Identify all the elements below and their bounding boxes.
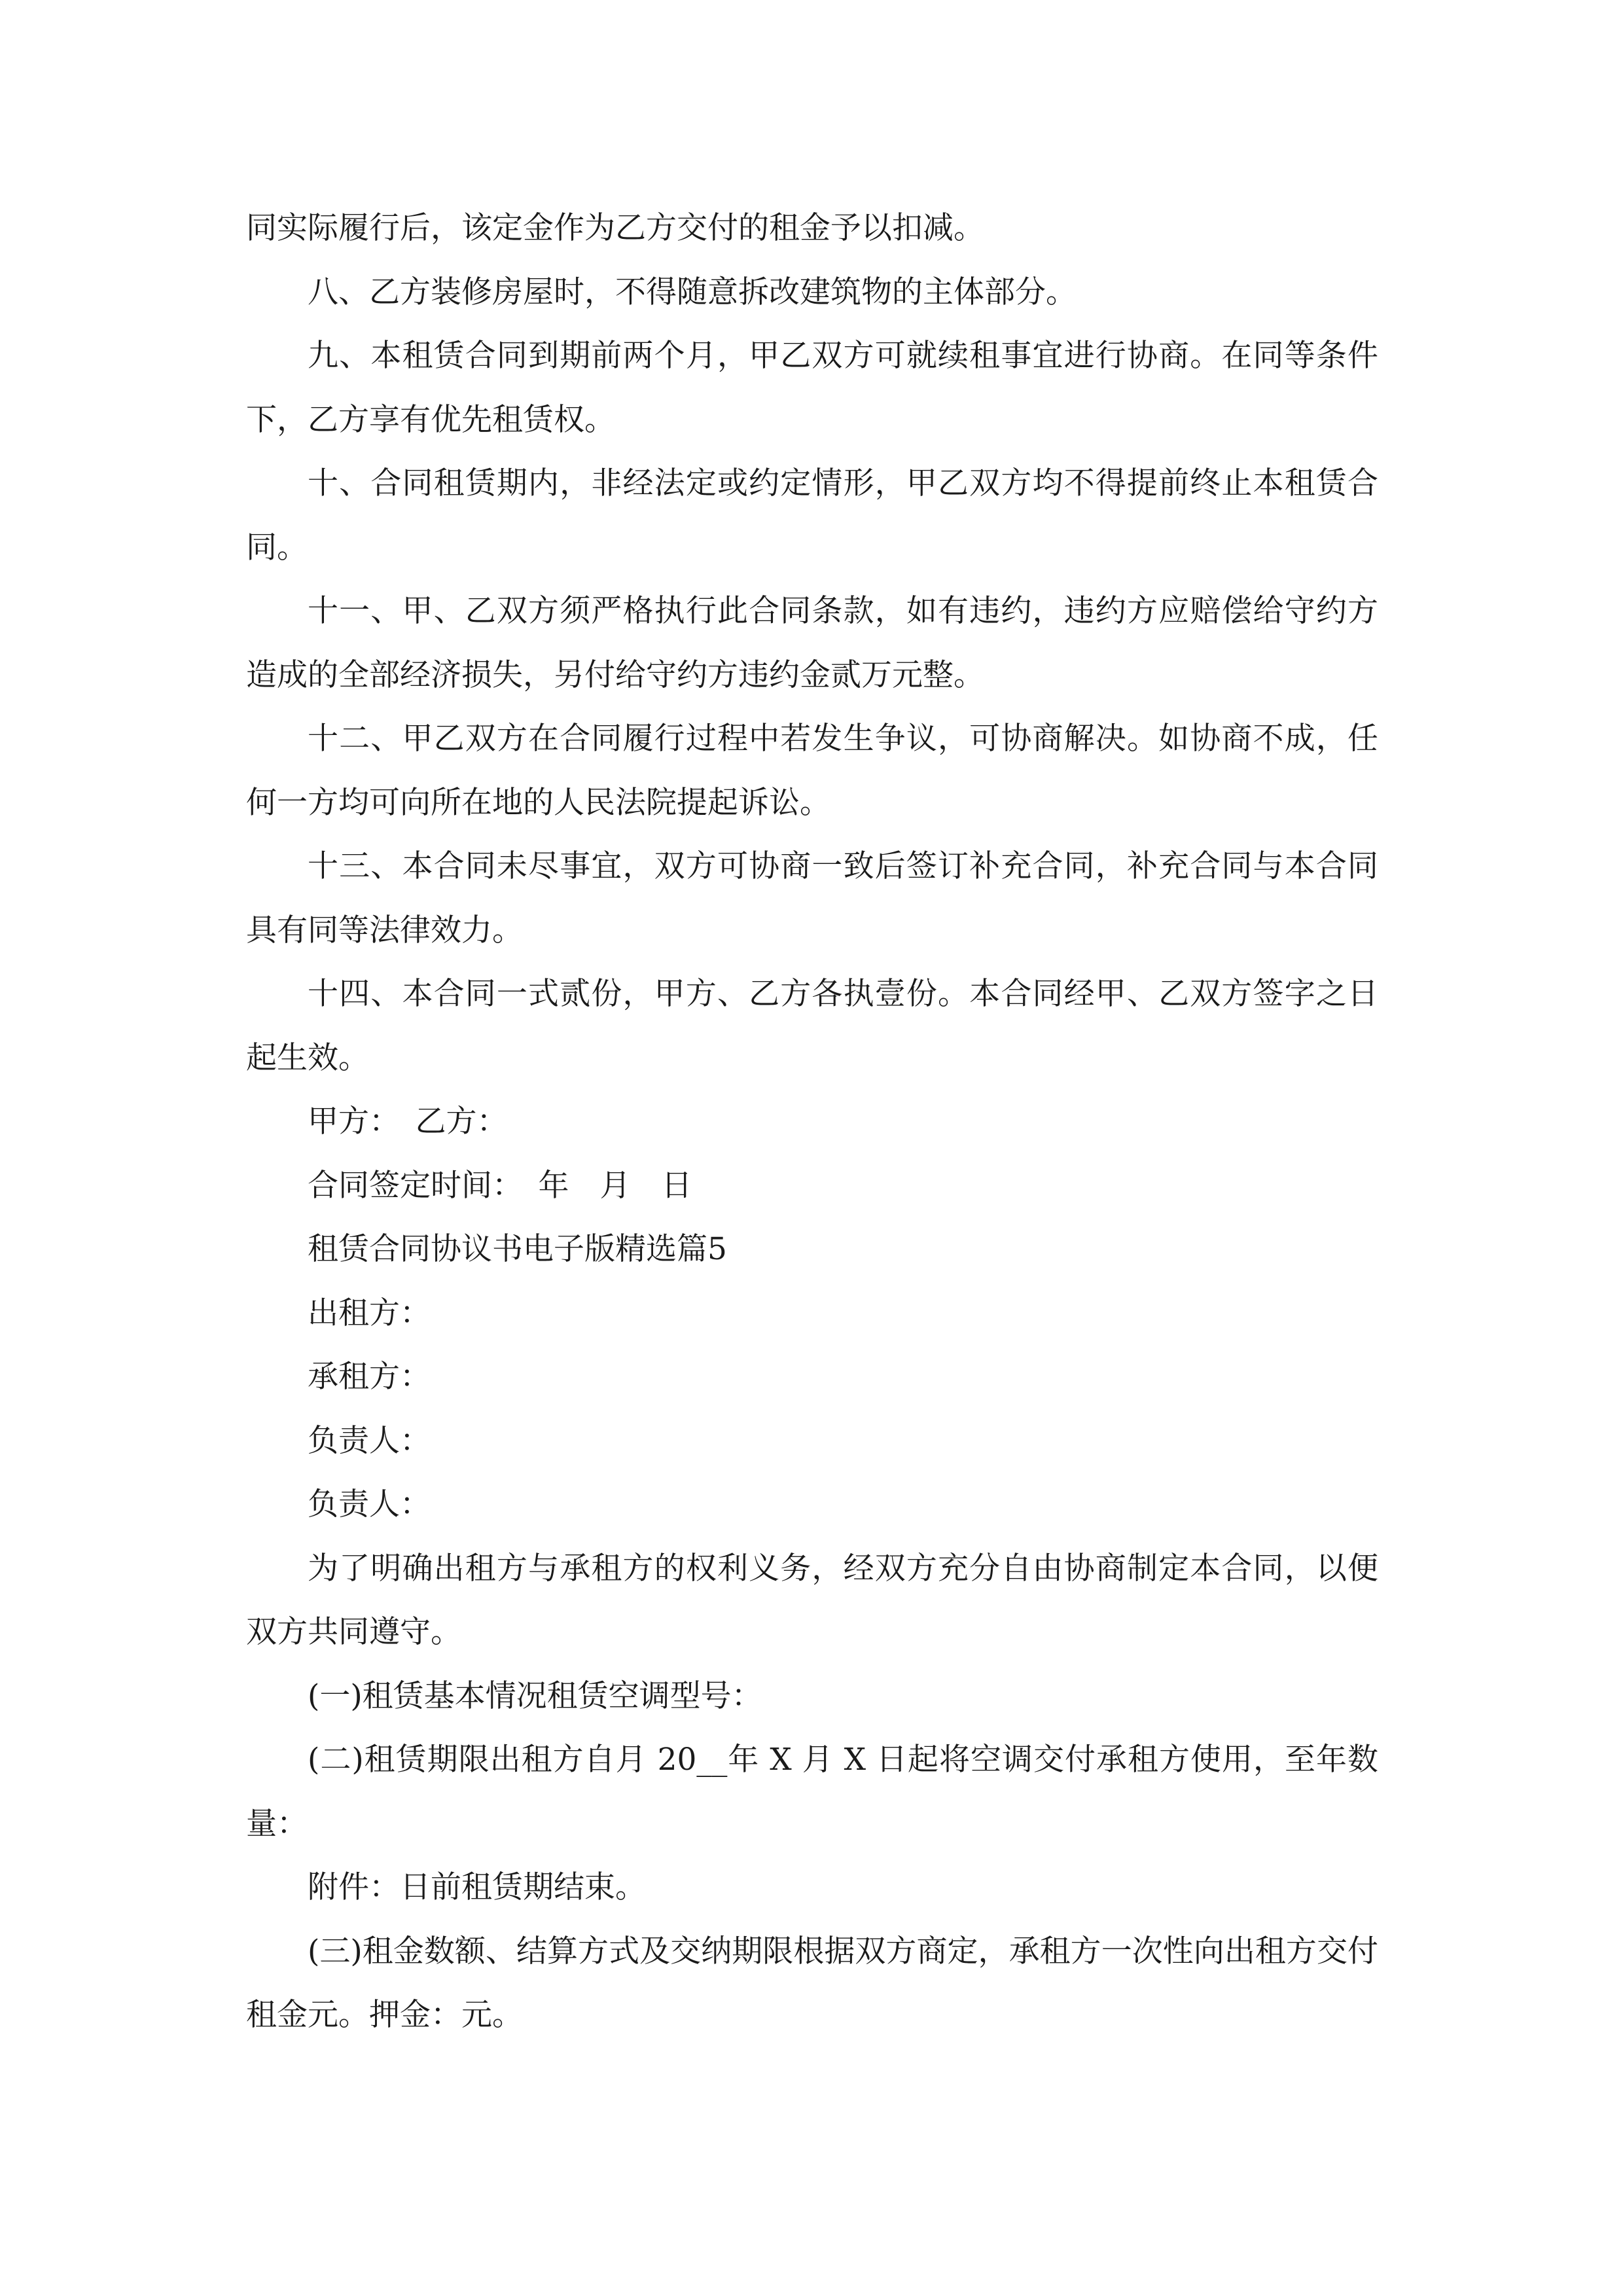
section-title: 租赁合同协议书电子版精选篇5	[308, 1231, 727, 1267]
paragraph-preamble: 为了明确出租方与承租方的权利义务，经双方充分自由协商制定本合同，以便双方共同遵守。	[246, 1550, 1378, 1650]
paragraph-clause-10: 十、合同租赁期内，非经法定或约定情形，甲乙双方均不得提前终止本租赁合同。	[246, 465, 1378, 565]
field-responsible-2: 负责人：	[308, 1486, 431, 1522]
paragraph-item-3: (三)租金数额、结算方式及交纳期限根据双方商定，承租方一次性向出租方交付租金元。押金：元。	[246, 1933, 1378, 2033]
paragraph-clause-8: 八、乙方装修房屋时，不得随意拆改建筑物的主体部分。	[308, 274, 1077, 310]
document-body	[246, 196, 1378, 2047]
paragraph-item-2: (二)租赁期限出租方自月 20__年 X 月 X 日起将空调交付承租方使用，至年数量：	[246, 1742, 1378, 1842]
field-lessor: 出租方：	[308, 1295, 431, 1331]
paragraph-clause-11: 十一、甲、乙双方须严格执行此合同条款，如有违约，违约方应赔偿给守约方造成的全部经济损失，另付给守约方违约金贰万元整。	[246, 593, 1378, 693]
paragraph-continuation: 同实际履行后，该定金作为乙方交付的租金予以扣减。	[246, 210, 984, 246]
paragraph-clause-9: 九、本租赁合同到期前两个月，甲乙双方可就续租事宜进行协商。在同等条件下，乙方享有优先租赁权。	[246, 338, 1378, 438]
paragraph-item-1: (一)租赁基本情况租赁空调型号：	[308, 1677, 762, 1714]
paragraph-clause-13: 十三、本合同未尽事宜，双方可协商一致后签订补充合同，补充合同与本合同具有同等法律效力。	[246, 848, 1378, 948]
paragraph-clause-14: 十四、本合同一式贰份，甲方、乙方各执壹份。本合同经甲、乙双方签字之日起生效。	[246, 976, 1378, 1076]
field-lessee: 承租方：	[308, 1359, 431, 1395]
field-responsible-1: 负责人：	[308, 1422, 431, 1459]
signature-date: 合同签定时间： 年 月 日	[308, 1167, 692, 1204]
paragraph-clause-12: 十二、甲乙双方在合同履行过程中若发生争议，可协商解决。如协商不成，任何一方均可向所在地的人民法院提起诉讼。	[246, 721, 1378, 821]
signature-parties: 甲方： 乙方：	[308, 1103, 508, 1139]
paragraph-attachment: 附件：日前租赁期结束。	[308, 1869, 646, 1905]
